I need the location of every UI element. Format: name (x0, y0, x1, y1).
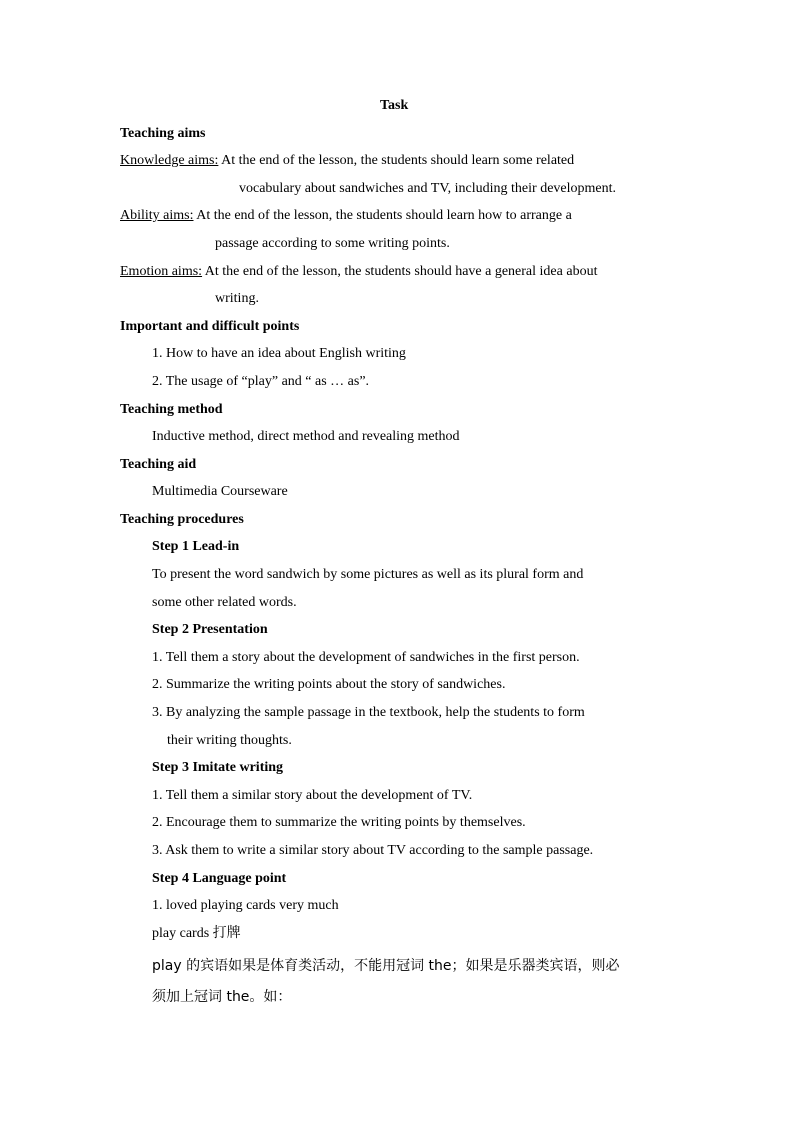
knowledge-aims-label: Knowledge aims: (120, 153, 219, 168)
step2-item3-line2: their writing thoughts. (167, 733, 292, 748)
important-points-heading: Important and difficult points (120, 319, 300, 334)
emotion-aims-line1 (120, 263, 597, 281)
step4-title: Step 4 Language point (152, 871, 287, 886)
important-point-1: 1. How to have an idea about English writing (152, 346, 406, 361)
knowledge-aims-text1: At the end of the lesson, the students should learn some related (218, 153, 575, 168)
step3-title: Step 3 Imitate writing (152, 760, 284, 775)
teaching-aid-text: Multimedia Courseware (152, 484, 288, 499)
step3-item2: 2. Encourage them to summarize the writing points by themselves. (152, 815, 526, 830)
emotion-aims-line2: writing. (215, 291, 259, 306)
step1-title: Step 1 Lead-in (152, 539, 240, 554)
step1-line2: some other related words. (152, 595, 297, 610)
ability-aims-line2: passage according to some writing points. (215, 236, 450, 251)
step2-title: Step 2 Presentation (152, 622, 268, 637)
step4-note-line1: play 的宾语如果是体育类活动，不能用冠词 the；如果是乐器类宾语，则必 (152, 958, 620, 974)
step4-item1: 1. loved playing cards very much (152, 898, 339, 913)
ability-aims-text1: At the end of the lesson, the students should learn how to arrange a (193, 208, 572, 223)
important-point-2: 2. The usage of “play” and “ as … as”. (152, 374, 370, 389)
knowledge-aims-line1 (120, 152, 672, 170)
emotion-aims-text1: At the end of the lesson, the students should have a general idea about (202, 264, 598, 279)
step4-phrase: play cards 打牌 (152, 926, 241, 941)
step2-item3-line1: 3. By analyzing the sample passage in the textbook, help the students to form (152, 705, 585, 720)
step2-item1: 1. Tell them a story about the development of sandwiches in the first person. (152, 650, 580, 665)
step3-item3: 3. Ask them to write a similar story about TV according to the sample passage. (152, 843, 594, 858)
ability-aims-line1 (120, 207, 572, 225)
emotion-aims-label: Emotion aims: (120, 264, 203, 279)
step4-note-line2: 须加上冠词 the。如： (152, 989, 292, 1005)
teaching-method-heading: Teaching method (120, 402, 223, 417)
teaching-aid-heading: Teaching aid (120, 457, 197, 472)
step3-item1: 1. Tell them a similar story about the development of TV. (152, 788, 473, 803)
teaching-method-text: Inductive method, direct method and revealing method (152, 429, 460, 444)
page-title: Task (380, 98, 409, 113)
knowledge-aims-line2: vocabulary about sandwiches and TV, including their development. (239, 181, 617, 196)
ability-aims-label: Ability aims: (120, 208, 194, 223)
step2-item2: 2. Summarize the writing points about the story of sandwiches. (152, 677, 506, 692)
step1-line1: To present the word sandwich by some pictures as well as its plural form and (152, 567, 584, 582)
teaching-procedures-heading: Teaching procedures (120, 512, 244, 527)
teaching-aims-heading: Teaching aims (120, 126, 206, 141)
